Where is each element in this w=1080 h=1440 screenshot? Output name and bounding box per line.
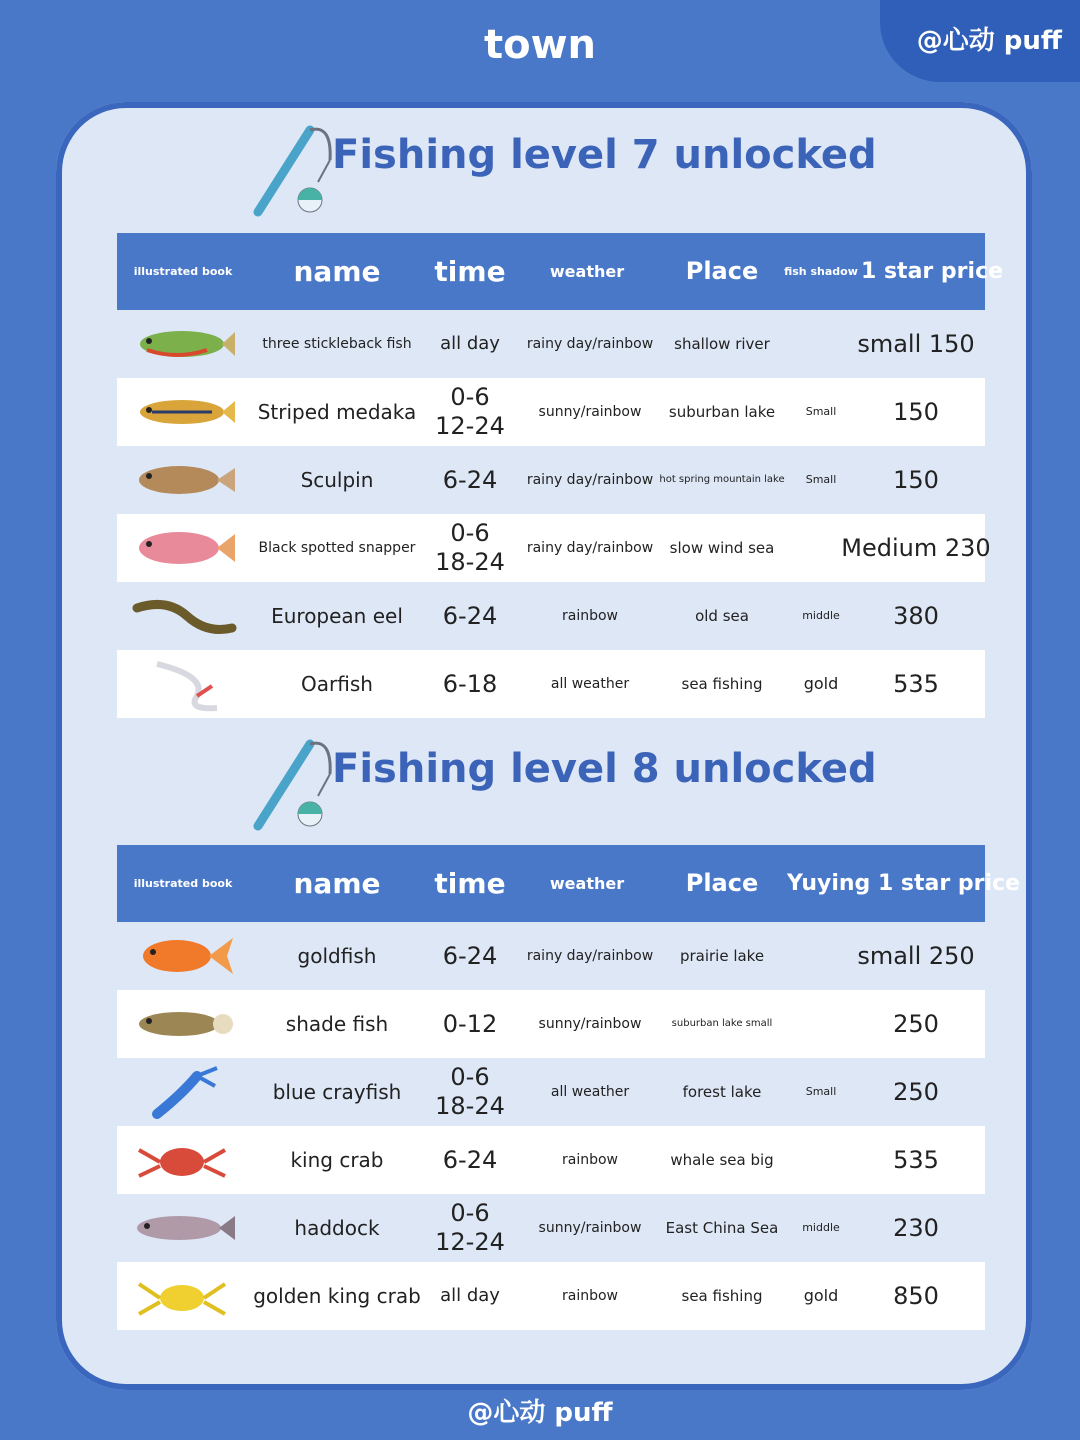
table-header [117,845,1020,922]
fish-time: 6-24 [442,601,498,630]
fish-weather: rainbow [562,1287,618,1304]
goldfish-icon [127,928,237,984]
fish-time: 0-12 [442,1009,498,1038]
fish-time: 6-24 [442,941,498,970]
fish-price: 250 [893,1077,939,1106]
fishing-rod-icon [240,734,340,834]
fish-name: three stickleback fish [262,335,412,352]
col-time: time [434,255,506,288]
fish-time: 0-6 18-24 [435,1063,505,1120]
table-body [117,922,985,1330]
fish-time: all day [440,333,500,355]
fish-place: old sea [695,607,749,625]
fish-name: haddock [294,1216,380,1240]
col-name: name [293,867,381,900]
fish-price: 250 [893,1009,939,1038]
fish-weather: all weather [550,675,630,692]
oarfish-icon [127,656,237,712]
fish-weather: rainbow [562,1151,618,1168]
watermark-handle-bottom: @心动 puff [467,1398,613,1428]
fish-price: 150 [893,397,939,426]
fish-price: 380 [893,601,939,630]
fish-place: sea fishing [681,675,763,693]
fish-name: Sculpin [300,468,374,492]
col-weather: weather [549,262,625,281]
table-row [117,378,985,446]
section-2-title [232,734,877,824]
table-row [117,514,991,582]
king-crab-icon [127,1132,237,1188]
fish-weather: rainy day/rainbow [526,947,654,964]
fish-name: blue crayfish [272,1080,402,1104]
fish-weather: all weather [550,1083,630,1100]
col-price: 1 star price [861,259,1004,284]
fish-price: Medium 230 [841,533,991,562]
col-time: time [434,867,506,900]
snapper-icon [127,520,237,576]
fish-weather: rainy day/rainbow [526,539,654,556]
table-row [117,1194,985,1262]
fish-weather: rainy day/rainbow [526,471,654,488]
fish-time: 6-24 [442,465,498,494]
striped-medaka-icon [127,384,237,440]
col-illustrated-book: illustrated book [133,265,233,278]
section-1-heading: Fishing level 7 unlocked [332,132,877,178]
fish-time: 6-18 [442,669,498,698]
fish-time: 6-24 [442,1145,498,1174]
fish-weather: sunny/rainbow [538,1015,642,1032]
fish-place: hot spring mountain lake [659,474,785,485]
col-fish-shadow: fish shadow [784,265,858,278]
fish-price: small 150 [857,329,975,358]
watermark-handle-top: @心动 puff [916,26,1062,56]
fish-price: 850 [893,1281,939,1310]
col-weather: weather [549,874,625,893]
table-header [117,233,1004,310]
fish-weather: sunny/rainbow [538,403,642,420]
section-2-heading: Fishing level 8 unlocked [332,746,877,792]
sculpin-icon [127,452,237,508]
fish-place: prairie lake [679,947,765,965]
table-row [117,650,985,718]
fish-place: whale sea big [670,1151,774,1169]
fish-weather: rainy day/rainbow [526,335,654,352]
stickleback-fish-icon [127,316,237,372]
fish-place: sea fishing [681,1287,763,1305]
fish-shadow: middle [802,1221,840,1235]
table-row [117,1058,985,1126]
col-place: Place [685,257,759,285]
fish-weather: sunny/rainbow [538,1219,642,1236]
fish-name: shade fish [285,1012,389,1036]
fish-place: slow wind sea [669,539,775,557]
fishing-rod-icon [240,120,340,220]
table-row [117,310,985,378]
fish-time: 0-6 12-24 [435,1199,505,1256]
table-row [117,1126,985,1194]
fish-shadow: gold [803,1286,839,1306]
table-body [117,310,991,718]
fish-name: Striped medaka [257,400,417,424]
table-row [117,922,985,990]
fish-shadow: Small [805,473,837,487]
fish-shadow: Small [805,405,837,419]
section-1-title [232,120,877,210]
fish-price: small 250 [857,941,975,970]
fish-price: 535 [893,1145,939,1174]
table-row [117,446,985,514]
fish-place: forest lake [682,1083,762,1101]
fish-shadow: gold [803,674,839,694]
fish-price: 230 [893,1213,939,1242]
fish-name: goldfish [297,944,377,968]
fish-shadow: Small [805,1085,837,1099]
fish-name: Black spotted snapper [258,539,416,556]
fish-shadow: middle [802,609,840,623]
fish-place: suburban lake small [671,1018,773,1029]
table-row [117,582,985,650]
fish-time: 0-6 18-24 [435,519,505,576]
fish-time: 0-6 12-24 [435,383,505,440]
fish-name: king crab [290,1148,384,1172]
fish-table-level-7 [117,233,1004,718]
haddock-icon [127,1200,237,1256]
col-place: Place [685,869,759,897]
table-row [117,990,985,1058]
shade-fish-icon [127,996,237,1052]
fish-price: 150 [893,465,939,494]
golden-king-crab-icon [127,1268,237,1324]
table-row [117,1262,985,1330]
col-name: name [293,255,381,288]
fish-name: Oarfish [301,672,373,696]
page-title: town [483,22,597,68]
col-price: Yuying 1 star price [787,871,1020,896]
col-illustrated-book: illustrated book [133,877,233,890]
fish-price: 535 [893,669,939,698]
fish-name: European eel [271,604,403,628]
fish-weather: rainbow [562,607,618,624]
fish-name: golden king crab [253,1284,421,1308]
fish-place: East China Sea [665,1219,779,1237]
fish-place: shallow river [674,335,770,353]
crayfish-icon [127,1064,237,1120]
eel-icon [127,588,237,644]
fish-place: suburban lake [668,403,776,421]
fish-time: all day [440,1285,500,1307]
fish-table-level-8 [117,845,1020,1330]
